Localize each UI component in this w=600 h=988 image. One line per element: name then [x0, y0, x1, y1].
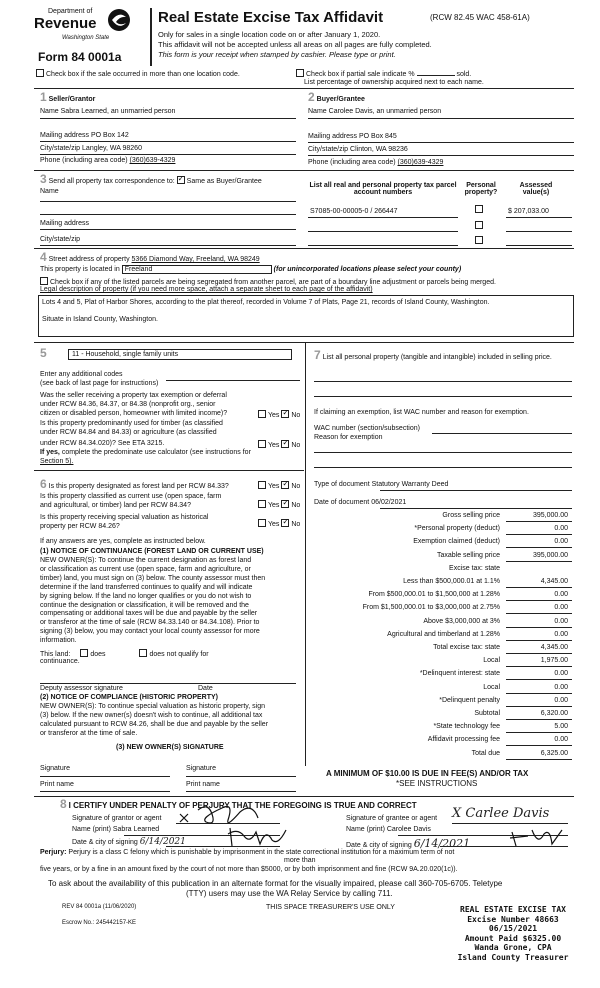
checkbox[interactable] [139, 649, 147, 657]
use-code-box[interactable]: 11 - Household, single family units [68, 349, 292, 360]
current-use-question: Is this property classified as current use (open space, farm [40, 493, 222, 500]
ifyes-text: Section 5). [40, 458, 74, 465]
treasurer-stamp [454, 905, 572, 962]
personal-checkbox[interactable] [475, 236, 485, 245]
print-name-label: Print name [186, 781, 220, 788]
any-yes-note: If any answers are yes, complete as instructed below. [40, 538, 206, 545]
tax-row-line [506, 653, 572, 654]
grantee-print-label: Name (print) [346, 826, 385, 833]
does-not-label: does not qualify for [149, 651, 209, 658]
availability-line1: To ask about the availability of this publication in an alternate format for the visually impaired, please call 360-705-6705. Teletype [48, 879, 503, 888]
tax-row-value[interactable]: 0.00 [554, 696, 568, 704]
tax-row-label: Agricultural and timberland at 1.28% [387, 630, 500, 638]
grantor-print-name[interactable]: Sabra Learned [112, 826, 160, 833]
buyer-city-label: City/state/zip [308, 146, 349, 153]
tax-row-line [506, 719, 572, 720]
continuance-label: continuance. [40, 658, 80, 665]
signature-label: Signature [40, 765, 70, 772]
certify-statement: I CERTIFY UNDER PENALTY OF PERJURY THAT THE FOREGOING IS TRUE AND CORRECT [68, 801, 417, 810]
tax-row-line [506, 759, 572, 760]
notice-line: NEW OWNER(S): To continue special valuation as historic property, sign [40, 703, 265, 710]
buyer-phone-label: Phone (including area code) [308, 159, 396, 166]
wa-logo-icon [106, 8, 132, 32]
tax-row-label: Excise tax: state [449, 564, 500, 572]
multi-location-checkbox-row[interactable] [36, 69, 240, 78]
correspondence-label: Send all property tax correspondence to: [48, 178, 175, 185]
segregated-label: Check box if any of the listed parcels are being segregated from another parcel, are part of a boundary line adjustment or parcels being merged. [50, 279, 496, 286]
exemption-question-line: citizen or disabled person, homeowner with limited income)? [40, 410, 228, 417]
notice-line: continue the designation or classification, it will be removed and the [40, 601, 249, 609]
timber-question-line: Is this property predominantly used for timber (as classified [40, 420, 223, 427]
tax-row-line [506, 627, 572, 628]
tax-row-label: Local [483, 657, 500, 665]
located-note: (for unincorporated locations please select your county) [273, 266, 462, 273]
grantee-date[interactable]: 6/14/2021 [413, 837, 471, 850]
notice2-heading: (2) NOTICE OF COMPLIANCE (HISTORIC PROPERTY) [40, 694, 218, 701]
yes-label: Yes [268, 442, 280, 449]
seller-mailing[interactable]: PO Box 142 [90, 132, 129, 139]
additional-codes-note: (see back of last page for instructions) [40, 380, 159, 387]
current-use-question: and agricultural, or timber) land per RCW 84.34? [40, 502, 191, 509]
tax-row-label: Subtotal [474, 710, 500, 717]
historic-yes-no[interactable] [258, 519, 300, 528]
grantee-city-signature [508, 826, 568, 848]
notice-line: or transferor at the time of sale (RCW 84.33.140 or 84.34.108). Prior to [40, 619, 260, 627]
tax-row-label: *Delinquent interest: state [419, 670, 500, 678]
located-label: This property is located in [40, 266, 120, 273]
tax-row-line [506, 613, 572, 614]
this-land-label: This land: [40, 651, 71, 658]
tax-row-value[interactable]: 4,345.00 [540, 644, 568, 651]
no-label: No [291, 521, 301, 528]
grantor-date[interactable]: 6/14/2021 [139, 837, 186, 847]
deputy-signature-label: Deputy assessor signature [40, 685, 123, 692]
exemption-question-line: Was the seller receiving a property tax exemption or deferral [40, 392, 227, 399]
tax-row-line [506, 693, 572, 694]
subtitle-line3: This form is your receipt when stamped by cashier. Please type or print. [158, 50, 396, 59]
tax-row-value[interactable]: 0.00 [554, 617, 568, 625]
assessed-value[interactable]: $ 207,033.00 [508, 208, 549, 215]
yes-label: Yes [268, 521, 280, 528]
timber-question-line: under RCW 84.34.020)? See ETA 3215. [40, 440, 165, 447]
same-as-buyer-label: Same as Buyer/Grantee [186, 178, 262, 185]
tax-row-value[interactable]: 0.00 [554, 591, 568, 599]
revision-code: REV 84 0001a (11/06/2020) [62, 904, 137, 910]
checkbox[interactable] [80, 649, 88, 657]
owner-signature-heading: (3) NEW OWNER(S) SIGNATURE [116, 744, 224, 751]
yes-label: Yes [268, 502, 280, 509]
checkbox[interactable] [36, 69, 44, 77]
grantee-date-label: Date & city of signing [346, 842, 412, 849]
historic-question: Is this property receiving special valuation as historical [40, 514, 209, 521]
buyer-mailing-label: Mailing address [308, 133, 358, 140]
tax-row-value[interactable]: 0.00 [554, 670, 568, 678]
tax-row-value[interactable]: 0.00 [554, 604, 568, 612]
grantor-date-label: Date & city of signing [72, 839, 138, 846]
legal-line1: Lots 4 and 5, Plat of Harbor Shores, according to the plat thereof, recorded in Volume 7 of Plats, Page 21, records of Island County, Washington. [42, 299, 490, 306]
grantor-signature-label: Signature of grantor or agent [72, 815, 162, 822]
section-number: 4 [40, 250, 47, 264]
timber-question-line: under RCW 84.84 and 84.33) or agriculture (as classified [40, 429, 217, 436]
tax-row-label: From $1,500,000.01 to $3,000,000 at 2.75% [362, 604, 500, 612]
buyer-mailing[interactable]: PO Box 845 [358, 133, 397, 140]
tax-row-value[interactable]: 4,345.00 [540, 578, 568, 585]
tax-row-value[interactable]: 6,320.00 [540, 710, 568, 717]
partial-sale-note: List percentage of ownership acquired next to each name. [304, 79, 484, 86]
notice-line: or classification as current use (open space, farm and agriculture, or [40, 565, 251, 573]
print-name-label: Print name [40, 781, 74, 788]
tax-row-line [506, 521, 572, 522]
assessed-header: Assessed value(s) [519, 182, 553, 196]
tax-row-label: *State technology fee [433, 723, 500, 731]
parcel-header: List all real and personal property tax parcel account numbers [309, 182, 457, 196]
treasurer-use-only: THIS SPACE TREASURER'S USE ONLY [266, 904, 395, 911]
section-number: 6 [40, 477, 47, 491]
notice1-heading: (1) NOTICE OF CONTINUANCE (FOREST LAND OR CURRENT USE) [40, 548, 264, 555]
tax-row-label: Affidavit processing fee [427, 736, 500, 744]
grantor-print-label: Name (print) [72, 826, 111, 833]
tax-row-line [506, 745, 572, 746]
subtitle-line1: Only for sales in a single location code on or after January 1, 2020. [158, 30, 381, 39]
notice-line: signing (3) below, you may contact your local county assessor for more [40, 628, 260, 636]
ifyes-text: complete the predominate use calculator (see instructions for [61, 449, 251, 456]
section-number: 7 [314, 348, 321, 362]
escrow-number: Escrow No.: 245442157-KE [62, 920, 137, 926]
section-number: 5 [40, 346, 47, 360]
reason-label: Reason for exemption [314, 434, 383, 441]
tax-row-label: Local [483, 683, 500, 691]
availability-line2: (TTY) users may use the WA Relay Service by calling 711. [186, 889, 393, 898]
tax-row-value[interactable]: 395,000.00 [532, 512, 568, 519]
yes-label: Yes [268, 483, 280, 490]
personal-checkbox[interactable] [475, 221, 485, 230]
multi-location-label: Check box if the sale occurred in more than one location code. [46, 71, 240, 78]
subtitle-line2: This affidavit will not be accepted unless all areas on all pages are fully completed. [158, 40, 432, 49]
notice-line: determine if the land transferred continues to qualify and will indicate [40, 583, 253, 591]
signature-label: Signature [186, 765, 216, 772]
legal-description-label: Legal description of property (if you need more space, attach a separate sheet to each page of the affidavit) [40, 286, 373, 293]
historic-question: property per RCW 84.26? [40, 523, 120, 530]
buyer-phone[interactable]: (360)639-4329 [397, 159, 444, 166]
does-label: does [90, 651, 106, 658]
page-title: Real Estate Excise Tax Affidavit [158, 9, 384, 26]
parcel-number[interactable]: S7085-00-00005-0 / 266447 [310, 208, 398, 215]
tax-row-line [506, 534, 572, 535]
yes-label: Yes [268, 412, 280, 419]
current-use-yes-no[interactable] [258, 500, 300, 509]
tax-row-label: Total excise tax: state [433, 644, 500, 651]
tax-row-label: Above $3,000,000 at 3% [423, 617, 500, 625]
buyer-heading: Buyer/Grantee [316, 96, 365, 103]
street-label: Street address of property [48, 256, 130, 263]
grantor-city-signature [226, 824, 296, 848]
tax-row-line [506, 600, 572, 601]
legal-description-box[interactable] [38, 295, 574, 337]
notice-line: NEW OWNER(S): To continue the current designation as forest land [40, 557, 252, 564]
tax-row-label: *Delinquent penalty [439, 696, 500, 704]
located-select[interactable]: Freeland [122, 265, 272, 274]
tax-row-line [506, 679, 572, 680]
notice-line: compensating or additional taxes will be due and payable by the seller [40, 610, 258, 618]
notice-line: information. [40, 637, 77, 645]
personal-checkbox[interactable] [475, 205, 485, 214]
doc-date[interactable]: 06/02/2021 [371, 499, 407, 506]
perjury-mid: more than [284, 857, 316, 864]
grantee-signature-label: Signature of grantee or agent [346, 815, 438, 822]
tax-row-label: From $500,000.01 to $1,500,000 at 1.28% [368, 591, 500, 599]
stamp-line: Excise Number 48663 [467, 914, 559, 924]
no-label: No [291, 483, 301, 490]
wac-label: WAC number (section/subsection) [314, 425, 420, 432]
buyer-name[interactable]: Carolee Davis, an unmarried person [328, 108, 442, 115]
notice-line: (3) below. If the new owner(s) doesn't wish to continue, all additional tax [40, 711, 263, 719]
buyer-city[interactable]: Clinton, WA 98236 [350, 146, 408, 153]
seller-phone[interactable]: (360)639-4329 [129, 157, 176, 164]
tax-row-value[interactable]: 395,000.00 [532, 551, 568, 559]
rcw-reference: (RCW 82.45 WAC 458-61A) [430, 13, 530, 22]
dept-line1: Department of [48, 8, 93, 15]
stamp-line: Island County Treasurer [457, 952, 569, 962]
additional-codes-label: Enter any additional codes [40, 371, 123, 378]
tax-row-value[interactable]: 0.00 [554, 736, 568, 744]
form-number: Form 84 0001a [38, 50, 122, 64]
doc-type[interactable]: Statutory Warranty Deed [371, 481, 449, 488]
corr-name-label: Name [40, 188, 59, 195]
seller-city-label: City/state/zip [40, 145, 81, 152]
perjury-line2: five years, or by a fine in an amount fixed by the court of not more than $5000, or by both imprisonment and fine (RCW 9A.20.020(1c)). [40, 866, 458, 873]
seller-name[interactable]: Sabra Learned, an unmarried person [60, 108, 176, 115]
exemption-label: If claiming an exemption, list WAC number and reason for exemption. [314, 409, 529, 416]
seller-name-label: Name [40, 108, 59, 115]
dept-line3: Washington State [62, 35, 110, 41]
partial-sale-row[interactable] [296, 69, 471, 78]
stamp-line: Amount Paid $6325.00 [464, 933, 562, 943]
tax-row-value[interactable]: 5.00 [554, 723, 568, 731]
forest-yes-no[interactable] [258, 481, 300, 490]
perjury-bold: Perjury: [40, 849, 67, 856]
stamp-line: 06/15/2021 [488, 924, 538, 933]
tax-row-value[interactable]: 1,975.00 [540, 657, 568, 665]
dept-line2: Revenue [34, 15, 97, 32]
forest-question: Is this property designated as forest land per RCW 84.33? [48, 483, 229, 490]
checkbox[interactable] [40, 277, 48, 285]
exemption-question-line: under RCW 84.36, 84.37, or 84.38 (nonprofit org., senior [40, 401, 216, 408]
no-label: No [291, 442, 301, 449]
tax-row-label: Exemption claimed (deduct) [413, 538, 500, 546]
tax-row-label: Total due [471, 749, 500, 757]
ifyes-bold: If yes, [40, 449, 60, 456]
tax-row-value[interactable]: 0.00 [554, 683, 568, 691]
deputy-date-label: Date [198, 685, 213, 692]
tax-row-line [506, 640, 572, 641]
perjury-line1: Perjury is a class C felony which is punishable by imprisonment in the state correctional institution for a maximum term of not [68, 849, 455, 856]
legal-line2: Situate in Island County, Washington. [42, 316, 158, 323]
notice-line: timber) land, you must sign on (3) below. The county assessor must then [40, 574, 266, 582]
seller-mailing-label: Mailing address [40, 132, 90, 139]
minimum-notice: A MINIMUM OF $10.00 IS DUE IN FEE(S) AND/OR TAX [326, 769, 529, 778]
partial-sale-suffix: sold. [456, 71, 472, 78]
section-number: 1 [40, 90, 47, 104]
seller-city[interactable]: Langley, WA 98260 [82, 145, 142, 152]
tax-row-line [506, 561, 572, 562]
personal-property-label: List all personal property (tangible and intangible) included in selling price. [322, 354, 552, 361]
personal-header: Personal property? [464, 182, 498, 196]
notice-line: by signing below. If the land no longer qualifies or you do not wish to [40, 592, 252, 600]
seller-heading: Seller/Grantor [48, 96, 96, 103]
exemption-yes-no[interactable] [258, 410, 300, 419]
tax-row-line [506, 732, 572, 733]
grantee-signature: X Carlee Davis [452, 806, 550, 821]
tax-row-line [506, 706, 572, 707]
checkbox[interactable] [296, 69, 304, 77]
partial-sale-label: Check box if partial sale indicate % [306, 71, 415, 78]
tax-row-line [506, 587, 572, 588]
section-number: 3 [40, 172, 47, 186]
tax-row-value[interactable]: 6,325.00 [540, 749, 568, 757]
grantee-print-name[interactable]: Carolee Davis [386, 826, 431, 833]
tax-row-line [506, 547, 572, 548]
no-label: No [291, 412, 301, 419]
tax-row-label: Gross selling price [442, 512, 500, 519]
stamp-line: REAL ESTATE EXCISE TAX [460, 905, 566, 914]
street-address[interactable]: 5366 Diamond Way, Freeland, WA 98249 [131, 256, 260, 263]
notice-line: calculated pursuant to RCW 84.26, shall be due and payable by the seller [40, 720, 269, 728]
tax-row-label: *Personal property (deduct) [414, 525, 500, 533]
tax-row-value[interactable]: 0.00 [554, 538, 568, 546]
stamp-line: Wanda Grone, CPA [474, 943, 552, 952]
section-number: 8 [60, 797, 67, 811]
doc-type-label: Type of document [314, 481, 370, 488]
timber-yes-no[interactable] [258, 440, 300, 449]
revenue-logo [34, 8, 132, 48]
tax-row-label: Taxable selling price [436, 551, 500, 559]
seller-phone-label: Phone (including area code) [40, 157, 128, 164]
corr-city-label: City/state/zip [40, 236, 81, 243]
checkbox[interactable] [177, 176, 185, 184]
doc-date-label: Date of document [314, 499, 370, 506]
buyer-name-label: Name [308, 108, 327, 115]
notice-line: or transferor at the time of sale. [40, 729, 138, 737]
section-number: 2 [308, 90, 315, 104]
see-instructions: *SEE INSTRUCTIONS [396, 779, 478, 788]
no-label: No [291, 502, 301, 509]
tax-row-line [506, 666, 572, 667]
corr-mailing-label: Mailing address [40, 220, 90, 227]
tax-row-value[interactable]: 0.00 [554, 630, 568, 638]
tax-row-value[interactable]: 0.00 [554, 525, 568, 533]
tax-row-label: Less than $500,000.01 at 1.1% [403, 578, 500, 585]
